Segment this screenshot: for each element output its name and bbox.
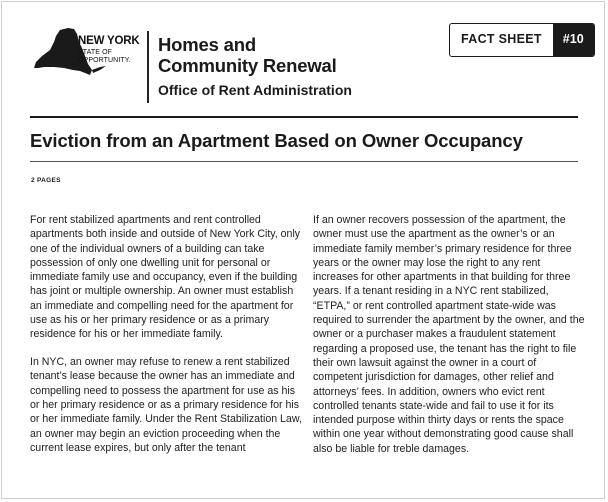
fact-sheet-number: #10: [553, 24, 594, 56]
title-rule-top: [30, 116, 578, 118]
nys-logo: [30, 26, 150, 88]
fact-sheet-label: FACT SHEET: [461, 32, 542, 46]
right-paragraph-1: If an owner recovers possession of the apartment, the owner must use the apartment as the owner’s or an immediate family member’s primary residence for three years or the owner may lose the right to any rent increases for other apartments in that building for three years. If a tenant residing in a NYC rent stabilized, “ETPA,” or rent controlled apartment state-wide was required to surrender the apartment by the owner, and the owner or a purchaser makes a fraudulent statement regarding a proposed use, the tenant has the right to file their own lawsuit against the owner in a court of competent jurisdiction for damages, other relief and attorneys’ fees. In addition, owners who evict rent controlled tenants state-wide and fail to use it for its intended purpose within thirty days or rents the space within one year without demonstrating good cause shall also be liable for treble damages.: [313, 214, 585, 455]
logo-line-1: NEW YORK: [78, 35, 140, 47]
left-paragraph-2: In NYC, an owner may refuse to renew a rent stabilized tenant’s lease because the owner has an immediate and compelling need to possess the apartment for use as his or her primary residence or as a primary residence for his or her immediate family. Under the Rent Stabilization Law, an owner may begin an eviction proceeding when the current lease expires, but only after the tenant: [30, 356, 302, 454]
logo-wordmark: [78, 36, 139, 64]
left-column: [30, 213, 302, 469]
left-paragraph-1: For rent stabilized apartments and rent controlled apartments both inside and outside of New York City, only one of the individual owners of a building can take possession of only one dwelling unit for personal or immediate family use and occupancy, even if the building has joint or multiple ownership. An owner must establish an immediate and compelling need for the apartment for use as his or her primary residence or as a primary residence for his or her immediate family.: [30, 214, 301, 341]
agency-line-1: Homes and: [158, 34, 256, 55]
agency-line-2: Community Renewal: [158, 55, 337, 76]
office-name: Office of Rent Administration: [158, 82, 352, 98]
logo-line-2: STATE OF: [78, 48, 112, 56]
agency-name: [158, 34, 337, 76]
right-column: [313, 213, 585, 470]
header-divider: [147, 31, 149, 103]
document-title: Eviction from an Apartment Based on Owner Occupancy: [30, 130, 523, 151]
title-rule-bottom: [30, 161, 578, 162]
page-count: 2 PAGES: [31, 177, 61, 184]
logo-line-3: OPPORTUNITY.: [78, 56, 131, 64]
fact-sheet-badge: [449, 23, 595, 57]
